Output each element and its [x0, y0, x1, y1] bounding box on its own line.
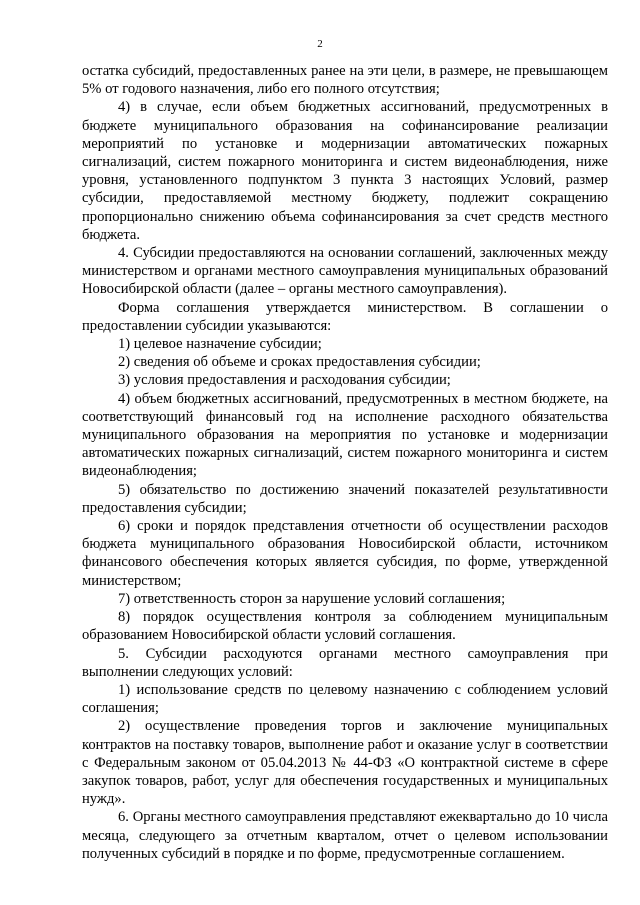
list-item: 1) использование средств по целевому назначению с соблюдением условий соглашения; [82, 681, 608, 717]
paragraph: остатка субсидий, предоставленных ранее на эти цели, в размере, не превышающем 5% от годового назначения, либо его полного отсутствия; [82, 63, 608, 98]
list-item: 2) осуществление проведения торгов и заключение муниципальных контрактов на поставку товаров, выполнение работ и оказание услуг в соответствии с Федеральным законом от 05.04.2013 № 44-ФЗ «О контрактной системе в сфере закупок товаров, работ, услуг для обеспечения государственных и муниципальных нужд». [82, 718, 608, 808]
list-item: 2) сведения об объеме и сроках предоставления субсидии; [118, 354, 481, 371]
list-item: 1) целевое назначение субсидии; [118, 336, 322, 353]
document-body [82, 62, 608, 863]
list-item: 5) обязательство по достижению значений показателей результативности предоставления субсидии; [82, 481, 608, 516]
list-item: 3) условия предоставления и расходования субсидии; [118, 372, 451, 389]
list-item: 6) сроки и порядок представления отчетности об осуществлении расходов бюджета муниципального образования Новосибирской области, источником финансового обеспечения которых является субсидия, по форме, утвержденной министерством; [82, 518, 608, 589]
paragraph: 6. Органы местного самоуправления представляют ежеквартально до 10 числа месяца, следующего за отчетным кварталом, отчет о целевом использовании полученных субсидий в порядке и по форме, предусмотренные соглашением. [82, 809, 608, 862]
paragraph: 4) в случае, если объем бюджетных ассигнований, предусмотренных в бюджете муниципального образования на софинансирование реализации мероприятий по установке и модернизации автоматических пожарных сигнализаций, систем пожарного мониторинга и систем видеонаблюдения, ниже уровня, установленного подпунктом 3 пункта 3 настоящих Условий, размер субсидии, предоставляемой местному бюджету, подлежит сокращению пропорционально снижению объема софинансирования за счет средств местного бюджета. [82, 99, 608, 243]
page-number: 2 [317, 38, 323, 50]
paragraph: 4. Субсидии предоставляются на основании соглашений, заключенных между министерством и органами местного самоуправления муниципальных образований Новосибирской области (далее – органы местного самоуправления). [82, 245, 608, 298]
paragraph: 5. Субсидии расходуются органами местного самоуправления при выполнении следующих условий: [82, 645, 608, 680]
list-item: 4) объем бюджетных ассигнований, предусмотренных в местном бюджете, на соответствующий финансовый год на исполнение расходного обязательства муниципального образования на мероприятия по установке и модернизации автоматических пожарных сигнализаций, систем пожарного мониторинга и систем видеонаблюдения; [82, 390, 608, 480]
list-item: 7) ответственность сторон за нарушение условий соглашения; [118, 590, 506, 607]
list-item: 8) порядок осуществления контроля за соблюдением муниципальным образованием Новосибирской области условий соглашения. [82, 609, 608, 644]
paragraph: Форма соглашения утверждается министерством. В соглашении о предоставлении субсидии указываются: [82, 299, 608, 334]
